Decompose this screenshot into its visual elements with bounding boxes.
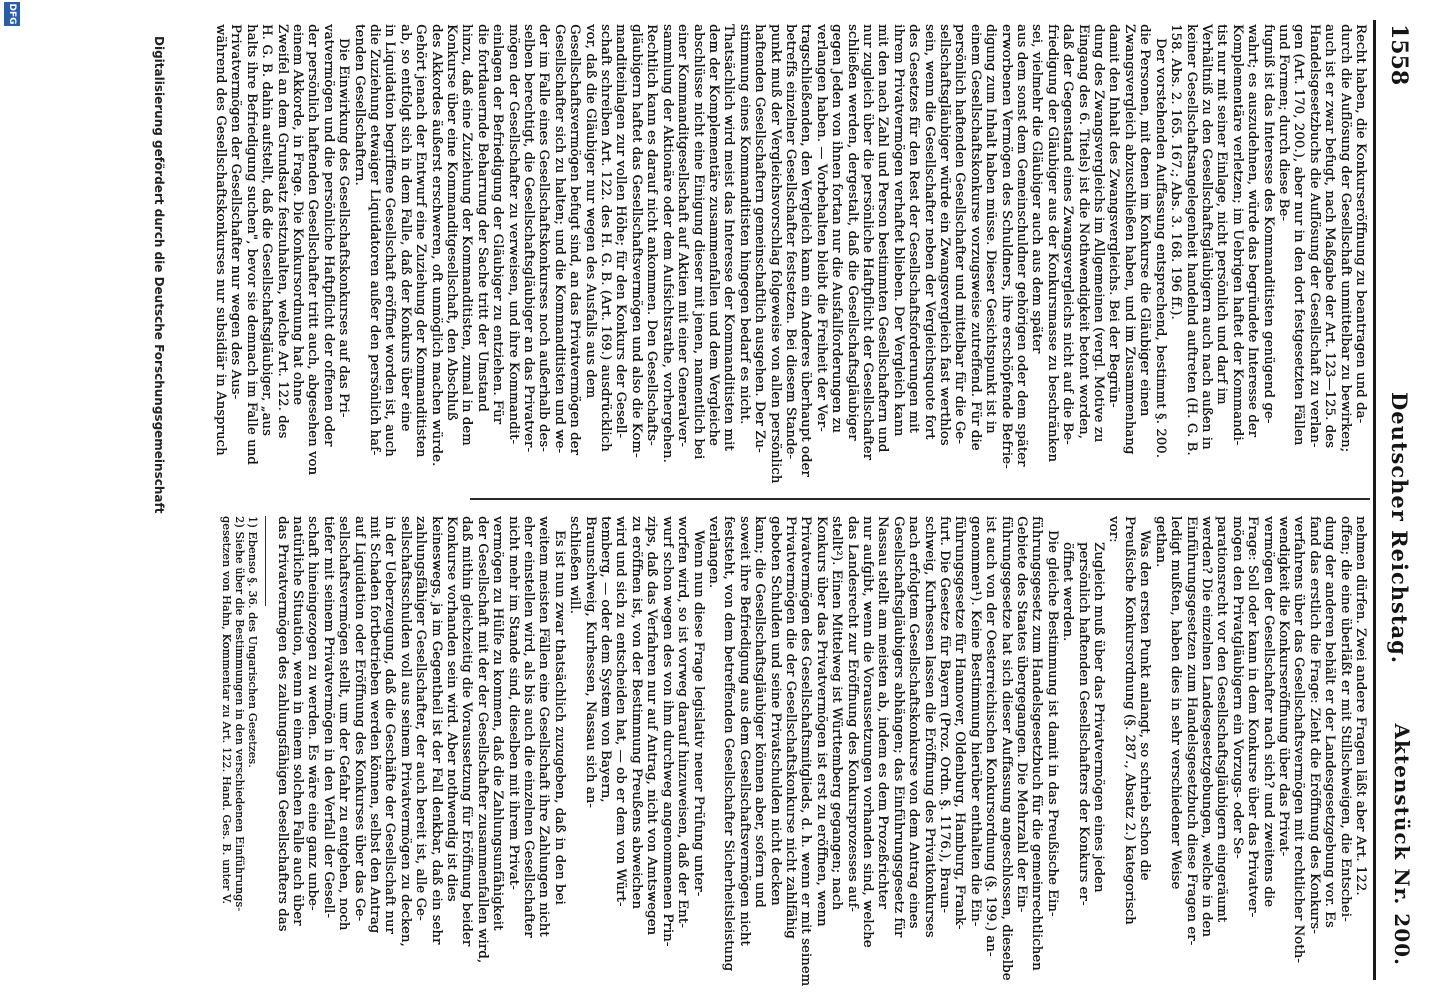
text-line: Wenn nun diese Frage legislativ neuer Prüfung unter- (690, 530, 706, 897)
section-title: Aktenstück Nr. 200. (1390, 723, 1414, 966)
text-line: feststeht, von dem betreffenden Gesellschafter Sicherheitsleistung (721, 516, 737, 972)
text-line: geboten Schulden und seine Privatschulden nicht decken (767, 516, 783, 906)
text-line: vermögen der Gesellschafter nach sich? und zweitens die (1260, 516, 1276, 907)
text-line: Einführungsgesetzen zum Handelsgesetzbuch diese Fragen er- (1183, 516, 1199, 946)
text-line: zu eröffnen ist, von der Bestimmung Preußens abweichen (628, 516, 644, 909)
text-line: weitem meisten Fällen eine Gesellschaft ihre Zahlungen nicht (536, 516, 552, 937)
text-line: worfen wird, so ist vorweg darauf hinzuweisen, daß der Ent- (675, 516, 691, 928)
text-line: ledigt mußten, haben dies in sehr verschiedener Weise (1168, 516, 1184, 890)
text-line: Eingang des 6. Titels) ist die Nothwendigkeit betont worden, (1075, 24, 1091, 439)
text-line: sei, vielmehr die Gläubiger auch aus dem später (1029, 24, 1045, 354)
footnote-line: 2) Siehe über die Bestimmungen in den verschiedenen Einführungs- (233, 516, 247, 912)
text-line: der Gesellschaft mit der der Gesellschafter zusammenfallen wird, (474, 516, 490, 964)
text-line: das Privatvermögen des zahlungsfähigen Gesellschafters das (274, 516, 290, 932)
text-line: schaft hineingezogen zu werden. Es wäre eine ganz unbe- (305, 516, 321, 911)
text-line: nur zugleich über die persönliche Haftpflicht der Gesellschafter (860, 24, 875, 460)
text-line: nur aufgibt, wenn die Voraussetzungen vorhanden sind, welche (860, 516, 875, 948)
text-line: zips, daß das Verfahren nur auf Antrag, nicht von Amtswegen (644, 516, 660, 936)
text-line: das Landesrecht zur Eröffnung des Konkursprozesses auf- (844, 516, 860, 912)
text-line: abschlüsse nicht eine Einigung dieser mit jenen, namentlich bei (690, 24, 706, 460)
text-line: damit den Inhalt des Zwangsvergleichs. Bei der Begrün- (1106, 24, 1122, 408)
text-line: schließen will. (567, 516, 583, 614)
digitization-credit: Digitalisierung gefördert durch die Deutsche Forschungsgemeinschaft (152, 36, 166, 514)
text-line: H. G. B. dahin aufstellt, daß die Gesellschaftsgläubiger, „aus (259, 24, 275, 436)
text-line: tist nur mit seiner Einlage, nicht persönlich und darf im (1214, 24, 1230, 405)
text-line: die Personen, mit denen im Konkurse die Gläubiger einen (1137, 24, 1153, 417)
text-line: sellschaftsvermögen stellt, um der Gefahr zu entgehen, noch (336, 516, 352, 931)
text-line: Gesellschaftsgläubigers abhängen; das Einführungsgesetz für (890, 516, 906, 938)
text-line: Thatsächlich wird meist das Interesse der Kommanditisten mit (721, 24, 737, 451)
text-line: manditeinlagen zur vollen Höhe; für den Konkurs der Gesell- (613, 24, 629, 438)
text-line: persönlich haftenden Gesellschafters der Konkurs er- (1075, 542, 1091, 906)
text-line: tiefer mit seinem Privatvermögen in den Verfall der Gesell- (320, 516, 336, 918)
text-line: keineswegs, ja im Gegentheil ist der Fall denkbar, daß ein sehr (428, 516, 444, 945)
text-line: in Liquidation begriffene Gesellschaft eröffnet worden ist, auch (382, 24, 398, 457)
text-line: nicht mehr im Stande sind, dieselben mit ihrem Privat- (505, 516, 521, 890)
text-line: verlangen. (705, 516, 721, 589)
text-line: einem Gesellschaftskonkurse vorzugsweise zutreffend. Für die (967, 24, 983, 451)
text-line: Zugleich muß über das Privatvermögen eines jeden (1091, 542, 1107, 893)
text-line: dem der Komplementäre zusammenfallen und dem Vergleiche (705, 24, 721, 446)
text-line: des Gesetzes für den Rest der Gesellschaftsforderungen mit (906, 24, 922, 433)
text-line: vatvermögen und die persönliche Haftpflicht der offenen oder (320, 24, 336, 447)
text-line: eher einstellen wird, als bis auch die einzelnen Gesellschafter (521, 516, 537, 938)
text-line: furt. Die Gesetze für Bayern (Proz. Ordn. §. 1176.), Braun- (937, 516, 953, 913)
text-line: mögen den Privatgläubigern ein Vorzugs- oder Se- (1229, 516, 1245, 859)
text-line: dung der anderen behält er der Landesgesetzgebung vor. Es (1322, 516, 1338, 928)
text-line: erworbenen Vermögen des Schuldners, ihre erschöpfende Befrie- (998, 24, 1014, 469)
text-line: sammlung der Aktionäre oder dem Aufsichtsrathe, vorhergehen. (659, 24, 675, 463)
text-line: Recht haben, die Konkurseröffnung zu beantragen und da- (1353, 24, 1368, 424)
text-line: einlagen der Befriedigung der Gläubiger zu entziehen. Für (490, 24, 506, 425)
text-line: ihrem Privatvermögen verhaftet blieben. Der Vergleich kann (890, 24, 906, 437)
text-line: auf Liquidation oder Eröffnung des Konkurses über das Ge- (351, 516, 367, 921)
text-line: ist auch von der Oesterreichischen Konkursordnung (§. 199.) an- (983, 516, 999, 957)
text-line: Verhältniß zu den Gesellschaftsgläubigern auch nach außen in (1198, 24, 1214, 450)
text-line: selben berechtigt, die Gesellschaftsgläubiger an das Privatver- (521, 24, 537, 452)
text-line: schließen werden, dergestalt, daß die Gesellschaftsgläubiger (844, 24, 860, 441)
text-line: führungsgesetz zum Handelsgesetzbuch für die gemeinrechtlichen (1029, 516, 1045, 971)
text-line: mit Schaden fortbetrieben werden können, selbst den Antrag (367, 516, 382, 934)
text-line: auch ist er zwar befugt, nach Maßgabe der Art. 123—125. des (1322, 24, 1338, 448)
text-line: durch die Auflösung der Gesellschaft unmittelbar zu bewirken; (1337, 24, 1353, 453)
text-line: temberg, — oder dem System von Bayern, (598, 516, 614, 803)
text-line: Handelsgesetzbuchs die Auflösung der Gesellschaft zu verlan- (1306, 24, 1322, 448)
text-line: daß mithin gleichzeitig die Voraussetzung für Eröffnung beider (459, 516, 475, 947)
quoted-block (1060, 516, 1106, 978)
text-line: verfahrens über das Gesellschaftsvermögen mit rechtlicher Noth- (1291, 516, 1307, 963)
text-line: friedigung der Gläubiger aus der Konkursmasse zu beschränken (1044, 24, 1060, 462)
text-line: vermögen zu Hülfe zu kommen, daß die Zahlungsunfähigkeit (490, 516, 506, 931)
text-line: zahlungsfähiger Gesellschafter, der auch bereit ist, alle Ge- (413, 516, 429, 921)
text-line: der persönlich haftenden Gesellschafter tritt auch, abgesehen von (305, 24, 321, 476)
text-line: Rechtlich kann es darauf nicht ankommen. Den Gesellschafts- (644, 24, 660, 446)
running-title: Deutscher Reichstag. (1387, 392, 1412, 665)
dfg-logo: DFG (4, 2, 20, 26)
right-column-body (274, 516, 1368, 987)
text-line: werden? Die einzelnen Landesgesetzgebungen, welche in den (1198, 516, 1214, 937)
text-line: digung zum Inhalt haben müsse. Dieser Gesichtspunkt ist in (983, 24, 999, 434)
text-line: Konkurse über eine Kommanditgesellschaft, den Abschluß (444, 24, 460, 421)
text-line: tragschließenden, den Vergleich kann ein Anderes überhaupt oder (798, 24, 814, 477)
text-line: wurf schon wegen des von ihm durchweg angenommenen Prin- (659, 516, 675, 947)
text-line: des Akkordes äußerst erschweren, oft unmöglich machen würde. (428, 24, 444, 467)
text-line: Zwangsvergleich abzuschließen haben, und im Zusammenhang (1121, 24, 1137, 455)
text-line: einer Kommanditgesellschaft auf Aktien mit einer Generalver- (675, 24, 691, 447)
text-line: führungsgesetze für Hannover, Oldenburg, Hamburg, Frank- (952, 516, 968, 930)
text-line: aus dem sonst dem Gemeinschuldner gehörigen oder dem später (1014, 24, 1030, 467)
text-line: haftenden Gesellschaftern gemeinschaftlich ausgehen. Der Zu- (752, 24, 768, 453)
text-line: gläubigern haftet das Gesellschaftsvermögen und also die Kom- (628, 24, 644, 458)
text-line: Preußische Konkursordnung (§. 287., Absatz 2.) kategorisch (1121, 516, 1137, 925)
text-line: die fortdauernde Beharrung der Sache tritt der Umstand (474, 24, 490, 412)
text-line: gen (Art. 170, 200.), aber nur in den dort festgesetzten Fällen (1291, 24, 1307, 446)
text-line: Privatvermögen des Gesellschaftsmitglieds, d. h. wenn er mit seinem (798, 516, 814, 987)
text-line: stimmung eines Kommanditisten hingegen bedarf es nicht. (736, 24, 752, 425)
text-line: betreffs einzelner Gesellschafter festsetzen. Bei diesem Stande- (782, 24, 798, 459)
text-line: Die gleiche Bestimmung ist damit in das Preußische Ein- (1044, 530, 1060, 917)
column-divider (470, 498, 1370, 500)
text-line: mit den nach Zahl und Person bestimmten Gesellschaftern und (875, 24, 891, 453)
text-line: 158. Abs. 2. 165. 167.; Abs. 3. 168. 196 ff.). (1168, 24, 1184, 320)
text-line: Gebiete des Staates übergegangen. Die Mehrzahl der Ein- (1014, 516, 1030, 913)
text-line: sein, wenn die Gesellschafter neben der Vergleichsquote fort (921, 24, 937, 440)
text-line: führungsgesetze hat sich dieser Auffassung angeschlossen, dieselbe (998, 516, 1014, 981)
text-line: wendigkeit die Konkurseröffnung über das Privat- (1275, 516, 1291, 857)
text-line: Nassau stellt am meisten ab, indem es dem Prozeßrichter (875, 516, 891, 909)
text-line: Gehört jenach der Entwurf eine Zuziehung der Kommanditisten (413, 24, 429, 458)
page-number: 1558 (1386, 24, 1412, 86)
footnote-line: gesetzen von Hahn, Kommentar zu Art. 122. Hand. Ges. B. unter V. (220, 516, 234, 904)
text-line: soweit ihre Befriedigung aus dem Gesellschaftsvermögen nicht (736, 516, 752, 946)
text-line: Der vorstehenden Auffassung entsprechend, bestimmt §. 200. (1152, 38, 1168, 458)
text-line: persönlich haftenden Gesellschafter und mittelbar für die Ge- (952, 24, 968, 444)
text-line: fugniß ist das Interesse des Kommanditisten genügend ge- (1260, 24, 1276, 424)
text-line: verlangen haben. — Vorbehalten bleibt die Freiheit der Ver- (813, 24, 829, 432)
text-line: offen; die eine überläßt er mit Stillschweigen, die Entschei- (1337, 516, 1353, 922)
text-line: Privatvermögen der Gesellschafter nur wegen des Aus- (228, 24, 244, 400)
text-line: sellschaftsgläubiger würde ein Zwangsvergleich fast werthlos (937, 24, 953, 446)
text-line: Es ist nun zwar thatsächlich zuzugeben, daß in den bei (551, 530, 567, 905)
text-line: schweig, Kurhessen lassen die Eröffnung des Privatkonkurses (921, 516, 937, 938)
text-line: mögen der Gesellschafter zu verweisen, und ihre Kommandit- (505, 24, 521, 444)
text-line: Die Einwirkung des Gesellschaftskonkurses auf das Pri- (336, 38, 352, 418)
text-line: fand das erstlich die Frage: Zieht die Eröffnung des Konkurs- (1306, 516, 1322, 934)
text-line: öffnet werden. (1060, 542, 1076, 642)
text-line: schaft schreiben Art. 122. des H. G. B. (Art. 169.) ausdrücklich (598, 24, 614, 452)
text-line: hinzu, daß eine Zuziehung der Kommanditisten, zumal in dem (459, 24, 475, 446)
text-line: der im Falle eines Gesellschaftskonkurses noch außerhalb des- (536, 24, 552, 452)
text-line: Frage: Soll oder kann in dem Konkurse über das Privatver- (1245, 516, 1261, 918)
text-line: ab, so entfolgt sich in dem Falle, daß der Konkurs über eine (397, 24, 413, 432)
text-line: genommen¹). Keine Bestimmung hierüber enthalten die Ein- (967, 516, 983, 927)
text-line: nehmen dürfen. Zwei andere Fragen läßt aber Art. 122. (1353, 516, 1368, 896)
text-line: halts ihre Befriedigung suchen", bevor sie demnach im Falle und (243, 24, 259, 465)
text-line: keiner Gesellschaftsangelegenheit handelnd auftreten (H. G. B. (1183, 24, 1199, 456)
text-line: gethan. (1152, 516, 1168, 568)
text-line: Gesellschafter sich zu halten; und die Kommanditisten und we- (551, 24, 567, 453)
text-line: und Formen; durch diese Be- (1275, 24, 1291, 221)
text-line: kann; die Gesellschaftsgläubiger können aber, sofern und (752, 516, 768, 908)
text-line: wird und sich zu entscheiden hat, — ob er dem von Würt- (613, 516, 629, 907)
text-line: vor, daß die Gläubiger nur wegen des Ausfalls aus dem (582, 24, 598, 399)
text-line: gegen Jeden von ihnen fortan nur die Ausfallforderungen zu (829, 24, 845, 433)
text-line: Komplementäre verletzen; im Uebrigen haftet der Kommandi- (1229, 24, 1245, 446)
text-line: sellschaftsschulden voll aus seinem Privatvermögen zu decken, (397, 516, 413, 947)
text-line: die Zuziehung etwaiger Liquidatoren außer den persönlich haf- (367, 24, 382, 456)
text-line: tenden Gesellschaftern. (351, 24, 367, 186)
text-line: stellt²). Einen Mittelweg ist Württemberg gegangen; nach (829, 516, 845, 911)
text-line: parationsrecht vor den Gesellschaftsgläubigern eingeräumt (1214, 516, 1230, 923)
text-line: punkt muß der Vergleichsvorschlag folgeweise von allen persönlich (767, 24, 783, 484)
text-line: Konkurse vorhanden sein wird. Aber nothwendig ist dies (444, 516, 460, 902)
text-line: Braunschweig, Kurhessen, Nassau sich an- (582, 516, 598, 808)
text-line: dung des Zwangsvergleichs im Allgemeinen (vergl. Motive zu (1091, 24, 1107, 443)
text-line: in der Ueberzeugung, daß die Geschäfte der Gesellschaft nur (382, 516, 398, 934)
text-line: Konkurs über das Privatvermögen ist erst zu eröffnen, wenn (813, 516, 829, 927)
text-line: nach erfolgtem Gesellschaftskonkurse von dem Antrag eines (906, 516, 922, 929)
text-line: Was den ersten Punkt anlangt, so schrieb schon die (1137, 530, 1153, 881)
text-line: Privatvermögen die der Gesellschaftskonkurse nicht zahlfähig (782, 516, 798, 939)
text-line: Zweifel an dem Grundsatz festzuhalten, welche Art. 122. des (274, 24, 290, 439)
text-line: wahrt; es auszudehnen, würde das begründete Interesse der (1245, 24, 1261, 438)
left-text-column (212, 24, 1368, 486)
text-line: einem Akkorde, in Frage. Die Konkursordnung hat ohne (289, 24, 305, 405)
page-header (1373, 20, 1420, 980)
text-line: natürliche Situation, wenn in einem solchen Falle auch über (289, 516, 305, 926)
text-line: daß der Gegenstand eines Zwangsvergleichs nicht auf die Be- (1060, 24, 1076, 445)
text-line: während des Gesellschaftskonkurses nur subsidiär in Anspruch (212, 24, 228, 456)
text-line: vor: (1106, 516, 1122, 543)
text-line: Gesellschaftsvermögen befugt sind, an das Privatvermögen der (567, 24, 583, 455)
footnote-rule (265, 516, 266, 606)
right-text-column (220, 516, 1368, 987)
footnotes (220, 516, 259, 978)
footnote-line: 1) Ebenso §. 36. des Ungarischen Gesetzes. (246, 516, 260, 768)
